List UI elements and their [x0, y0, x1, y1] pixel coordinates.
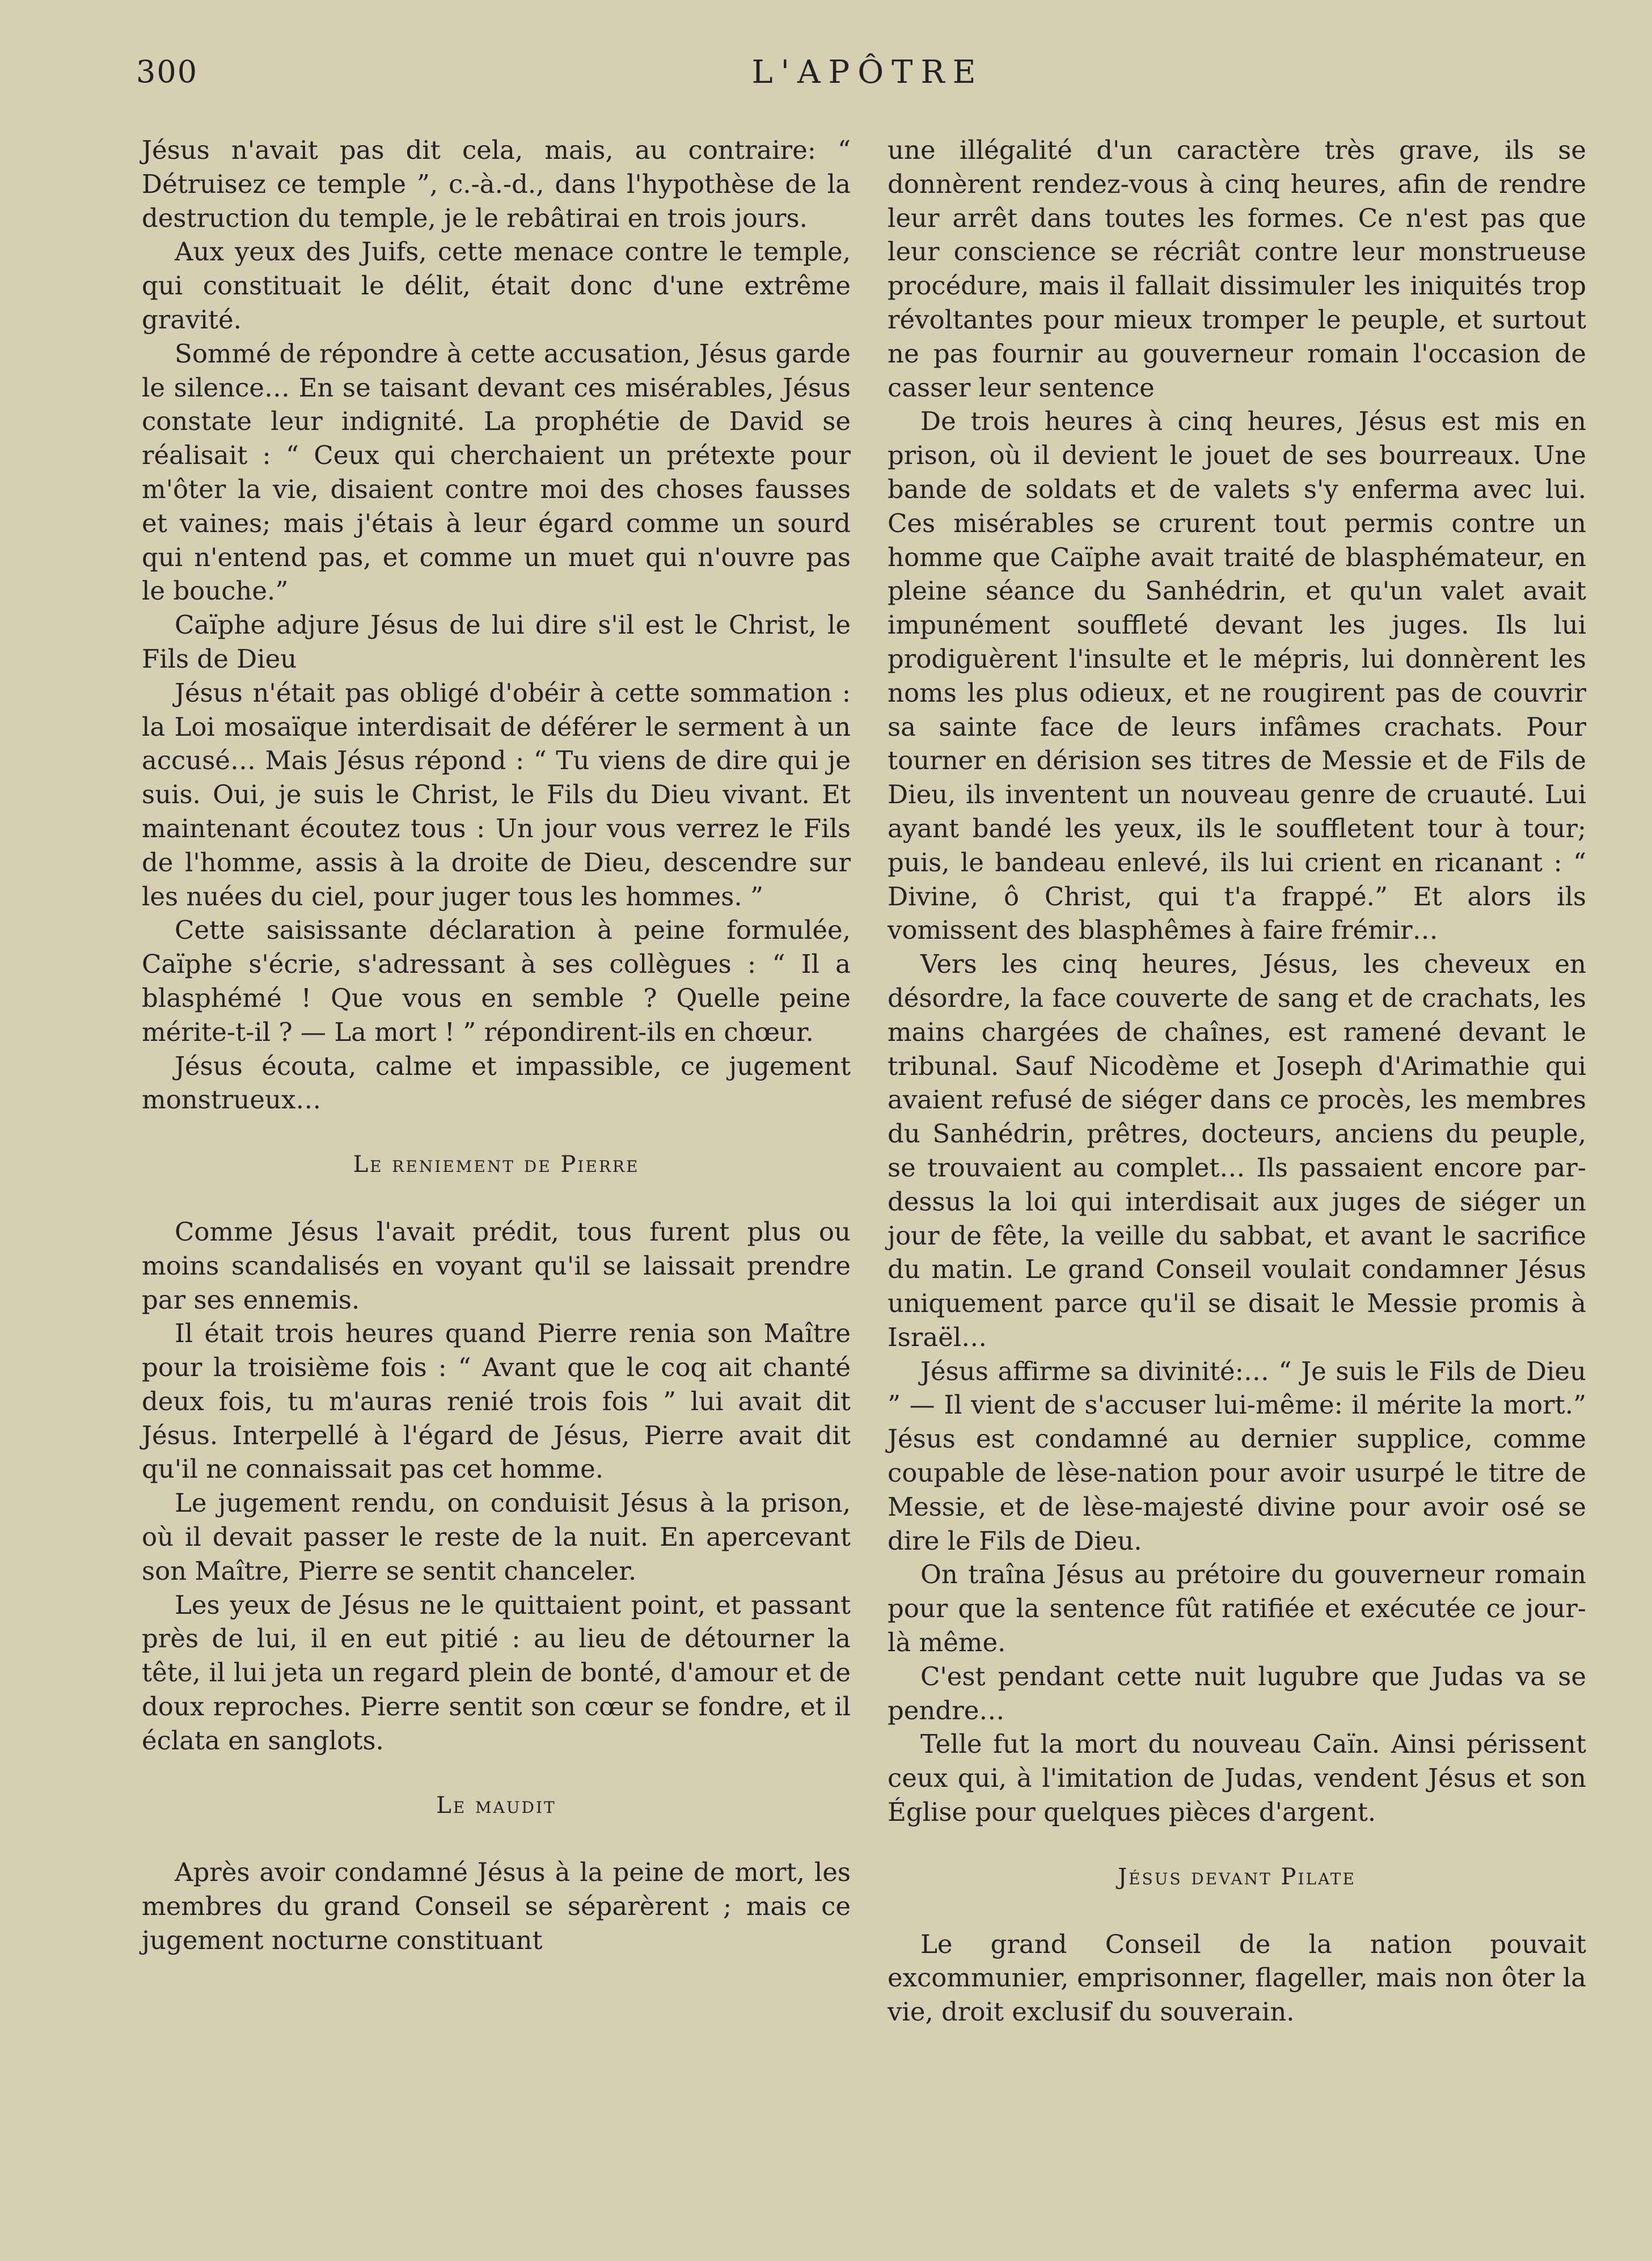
- page-header: [136, 54, 1599, 99]
- paragraph: Le jugement rendu, on conduisit Jésus à la prison, où il devait passer le reste de la nuit. En apercevant son Maître, Pierre se sentit chanceler.: [142, 1488, 851, 1586]
- section-title-maudit: Le maudit: [436, 1792, 556, 1819]
- left-column: [142, 133, 851, 1958]
- paragraph: Jésus n'était pas obligé d'obéir à cette sommation : la Loi mosaïque interdisait de déférer le serment à un accusé… Mais Jésus répond : “ Tu viens de dire qui je suis. Oui, je suis le Christ, le Fils du Dieu vivant. Et maintenant écoutez tous : Un jour vous verrez le Fils de l'homme, assis à la droite de Dieu, descendre sur les nuées du ciel, pour juger tous les hommes. ”: [142, 677, 851, 912]
- paragraph: Aux yeux des Juifs, cette menace contre le temple, qui constituait le délit, était donc d'une extrême gravité.: [142, 237, 851, 335]
- paragraph: Le grand Conseil de la nation pouvait excommunier, emprisonner, flageller, mais non ôter la vie, droit exclusif du souverain.: [888, 1929, 1586, 2027]
- paragraph: Comme Jésus l'avait prédit, tous furent plus ou moins scandalisés en voyant qu'il se laissait prendre par ses ennemis.: [142, 1216, 851, 1315]
- paragraph: Caïphe adjure Jésus de lui dire s'il est le Christ, le Fils de Dieu: [142, 610, 851, 674]
- paragraph: Vers les cinq heures, Jésus, les cheveux en désordre, la face couverte de sang et de crachats, les mains chargées de chaînes, est ramené devant le tribunal. Sauf Nicodème et Joseph d'Arimathie qui avaient refusé de siéger dans ce procès, les membres du Sanhédrin, prêtres, docteurs, anciens du peuple, se trouvaient au complet… Ils passaient encore par-dessus la loi qui interdisait aux juges de siéger un jour de fête, la veille du sabbat, et avant le sacrifice du matin. Le grand Conseil voulait condamner Jésus uniquement parce qu'il se disait le Messie promis à Israël…: [888, 949, 1586, 1352]
- paragraph: Jésus écouta, calme et impassible, ce jugement monstrueux…: [142, 1051, 851, 1115]
- section-title-reniement: Le reniement de Pierre: [353, 1151, 640, 1178]
- page-number: 300: [136, 54, 198, 90]
- paragraph: Jésus n'avait pas dit cela, mais, au contraire: “ Détruisez ce temple ”, c.-à.-d., dans l'hypothèse de la destruction du temple, je le rebâtirai en trois jours.: [142, 135, 851, 233]
- right-column: [888, 133, 1586, 2029]
- paragraph: Les yeux de Jésus ne le quittaient point, et passant près de lui, il en eut pitié : au lieu de détourner la tête, il lui jeta un regard plein de bonté, d'amour et de doux reproches. Pierre sentit son cœur se fondre, et il éclata en sanglots.: [142, 1589, 851, 1756]
- paragraph: Telle fut la mort du nouveau Caïn. Ainsi périssent ceux qui, à l'imitation de Judas, vendent Jésus et son Église pour quelques pièces d'argent.: [888, 1729, 1586, 1828]
- paragraph: Sommé de répondre à cette accusation, Jésus garde le silence… En se taisant devant ces misérables, Jésus constate leur indignité. La prophétie de David se réalisait : “ Ceux qui cherchaient un prétexte pour m'ôter la vie, disaient contre moi des choses fausses et vaines; mais j'étais à leur égard comme un sourd qui n'entend pas, et comme un muet qui n'ouvre pas le bouche.”: [142, 338, 851, 606]
- paragraph: On traîna Jésus au prétoire du gouverneur romain pour que la sentence fût ratifiée et exécutée ce jour-là même.: [888, 1559, 1586, 1658]
- paragraph: Cette saisissante déclaration à peine formulée, Caïphe s'écrie, s'adressant à ses collègues : “ Il a blasphémé ! Que vous en semble ? Quelle peine mérite-t-il ? — La mort ! ” répondirent-ils en chœur.: [142, 915, 851, 1047]
- section-title-pilate: Jésus devant Pilate: [1118, 1863, 1356, 1890]
- paragraph: C'est pendant cette nuit lugubre que Judas va se pendre…: [888, 1661, 1586, 1726]
- paragraph: Après avoir condamné Jésus à la peine de mort, les membres du grand Conseil se séparèrent ; mais ce jugement nocturne constituant: [142, 1857, 851, 1956]
- paragraph: Jésus affirme sa divinité:… “ Je suis le Fils de Dieu ” — Il vient de s'accuser lui-même: il mérite la mort.” Jésus est condamné au dernier supplice, comme coupable de lèse-nation pour avoir usurpé le titre de Messie, et de lèse-majesté divine pour avoir osé se dire le Fils de Dieu.: [888, 1356, 1586, 1556]
- paragraph: une illégalité d'un caractère très grave, ils se donnèrent rendez-vous à cinq heures, afin de rendre leur arrêt dans toutes les formes. Ce n'est pas que leur conscience se récriât contre leur monstrueuse procédure, mais il fallait dissimuler les iniquités trop révoltantes pour mieux tromper le peuple, et surtout ne pas fournir au gouverneur romain l'occasion de casser leur sentence: [888, 135, 1586, 403]
- paragraph: Il était trois heures quand Pierre renia son Maître pour la troisième fois : “ Avant que le coq ait chanté deux fois, tu m'auras renié trois fois ” lui avait dit Jésus. Interpellé à l'égard de Jésus, Pierre avait dit qu'il ne connaissait pas cet homme.: [142, 1318, 851, 1484]
- paragraph: De trois heures à cinq heures, Jésus est mis en prison, où il devient le jouet de ses bourreaux. Une bande de soldats et de valets s'y enferma avec lui. Ces misérables se crurent tout permis contre un homme que Caïphe avait traité de blasphémateur, en pleine séance du Sanhédrin, et qu'un valet avait impunément souffleté devant les juges. Ils lui prodiguèrent l'insulte et le mépris, lui donnèrent les noms les plus odieux, et ne rougirent pas de couvrir sa sainte face de leurs infâmes crachats. Pour tourner en dérision ses titres de Messie et de Fils de Dieu, ils inventent un nouveau genre de cruauté. Lui ayant bandé les yeux, ils le souffletent tour à tour; puis, le bandeau enlevé, ils lui crient en ricanant : “ Divine, ô Christ, qui t'a frappé.” Et alors ils vomissent des blasphêmes à faire frémir…: [888, 406, 1586, 946]
- running-title: L'APÔTRE: [751, 54, 984, 91]
